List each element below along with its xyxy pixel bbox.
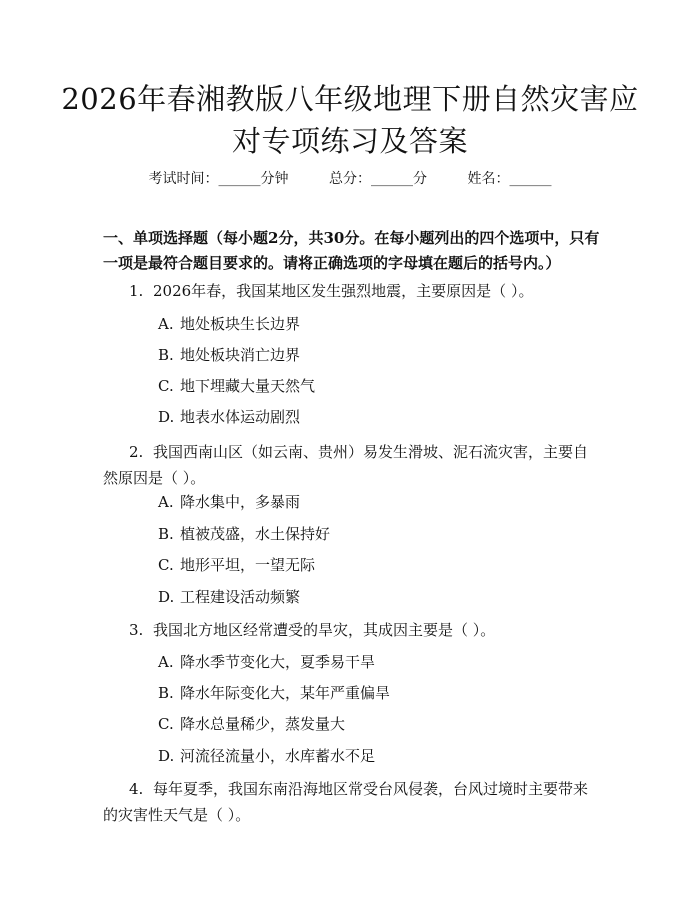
title-line-2: 对专项练习及答案 bbox=[231, 124, 468, 158]
option-2a bbox=[158, 492, 300, 512]
page-title bbox=[0, 78, 700, 162]
option-letter: D. bbox=[158, 747, 175, 765]
option-text: 地处板块消亡边界 bbox=[180, 346, 301, 364]
total-score: 总分：______分 bbox=[329, 171, 427, 187]
option-text: 降水集中，多暴雨 bbox=[180, 493, 301, 511]
option-letter: C. bbox=[158, 556, 174, 574]
option-2b bbox=[158, 524, 330, 544]
option-text: 河流径流量小，水库蓄水不足 bbox=[180, 747, 376, 765]
question-text: 我国北方地区经常遭受的旱灾，其成因主要是（ ）。 bbox=[153, 621, 496, 639]
option-letter: D. bbox=[158, 588, 175, 606]
option-letter: B. bbox=[158, 346, 174, 364]
option-text: 植被茂盛，水土保持好 bbox=[180, 525, 331, 543]
option-letter: B. bbox=[158, 525, 174, 543]
option-letter: C. bbox=[158, 377, 174, 395]
exam-time: 考试时间：______分钟 bbox=[148, 171, 289, 187]
option-letter: D. bbox=[158, 408, 175, 426]
question-text: 2026年春，我国某地区发生强烈地震，主要原因是（ ）。 bbox=[153, 282, 534, 300]
question-3 bbox=[103, 617, 601, 643]
option-letter: C. bbox=[158, 715, 174, 733]
question-number: 2. bbox=[129, 443, 144, 461]
option-1b bbox=[158, 345, 300, 365]
option-text: 降水总量稀少，蒸发量大 bbox=[180, 715, 346, 733]
question-1 bbox=[103, 278, 601, 304]
option-2c bbox=[158, 555, 315, 575]
exam-info bbox=[0, 168, 700, 188]
question-2 bbox=[103, 439, 601, 491]
option-letter: A. bbox=[158, 493, 174, 511]
option-3b bbox=[158, 683, 390, 703]
option-letter: B. bbox=[158, 684, 174, 702]
option-1c bbox=[158, 376, 315, 396]
option-3a bbox=[158, 652, 375, 672]
option-text: 降水年际变化大，某年严重偏旱 bbox=[180, 684, 391, 702]
section-heading: 一、单项选择题（每小题2分，共30分。在每小题列出的四个选项中，只有一项是最符合题目要求的。请将正确选项的字母填在题后的括号内。） bbox=[103, 229, 600, 272]
option-2d bbox=[158, 587, 300, 607]
question-number: 1. bbox=[129, 282, 144, 300]
option-3c bbox=[158, 714, 345, 734]
question-text: 我国西南山区（如云南、贵州）易发生滑坡、泥石流灾害，主要自然原因是（ ）。 bbox=[103, 443, 589, 487]
option-1a bbox=[158, 314, 300, 334]
question-number: 4. bbox=[129, 780, 144, 798]
student-name: 姓名：______ bbox=[467, 171, 552, 187]
option-text: 工程建设活动频繁 bbox=[180, 588, 301, 606]
option-text: 地形平坦，一望无际 bbox=[180, 556, 316, 574]
option-text: 地下埋藏大量天然气 bbox=[180, 377, 316, 395]
question-number: 3. bbox=[129, 621, 144, 639]
question-text: 每年夏季，我国东南沿海地区常受台风侵袭，台风过境时主要带来的灾害性天气是（ ）。 bbox=[103, 780, 589, 824]
option-letter: A. bbox=[158, 653, 174, 671]
option-letter: A. bbox=[158, 315, 174, 333]
title-line-1: 2026年春湘教版八年级地理下册自然灾害应 bbox=[61, 82, 639, 116]
option-1d bbox=[158, 407, 300, 427]
option-text: 降水季节变化大，夏季易干旱 bbox=[180, 653, 376, 671]
question-4 bbox=[103, 776, 601, 828]
option-text: 地处板块生长边界 bbox=[180, 315, 301, 333]
option-text: 地表水体运动剧烈 bbox=[180, 408, 301, 426]
option-3d bbox=[158, 746, 375, 766]
